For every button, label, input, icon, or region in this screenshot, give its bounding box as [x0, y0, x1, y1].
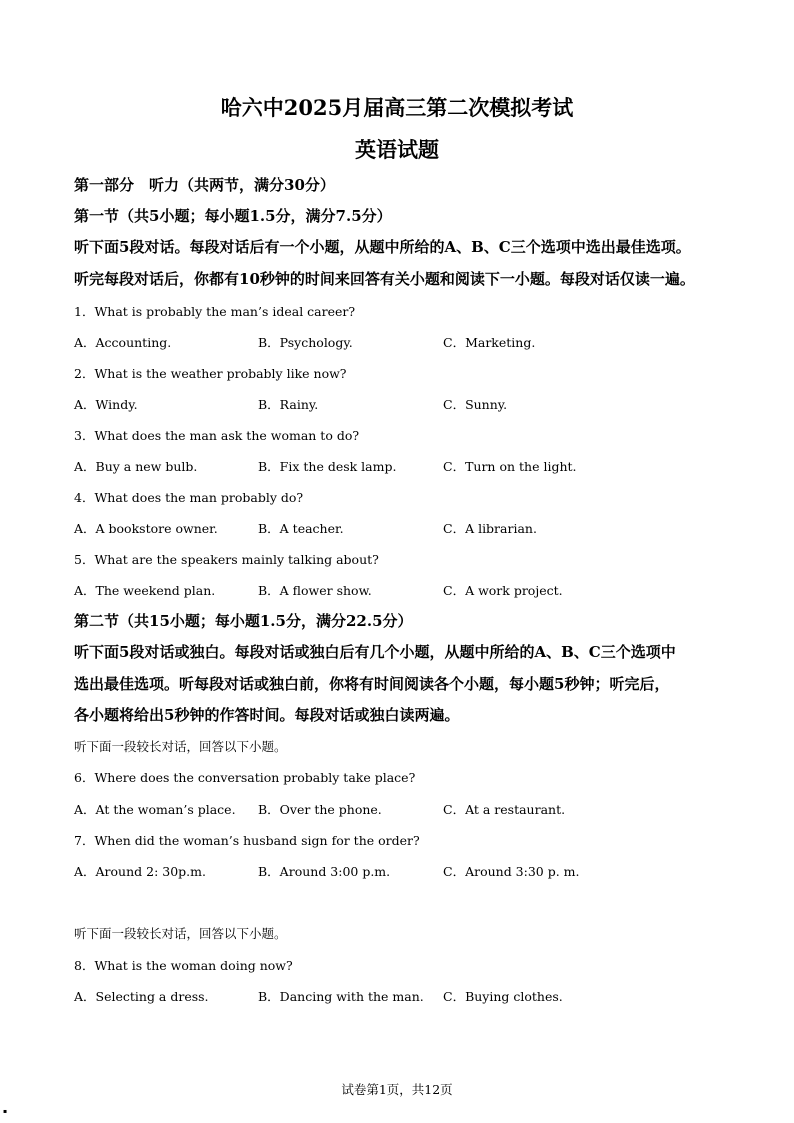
question-5: 5．What are the speakers mainly talking about?	[74, 552, 379, 567]
exam-title: 哈六中2025月届高三第二次模拟考试	[220, 95, 574, 120]
part1-heading: 第一部分 听力（共两节，满分30分）	[74, 176, 335, 194]
question-6: 6．Where does the conversation probably take place?	[74, 770, 416, 785]
q3-option-c: C．Turn on the light.	[443, 459, 577, 474]
q8-option-a: A．Selecting a dress.	[74, 989, 209, 1004]
q4-option-c: C．A librarian.	[443, 521, 537, 536]
corner-mark: ▪	[3, 1108, 8, 1115]
exam-subtitle: 英语试题	[355, 137, 439, 162]
question-3: 3．What does the man ask the woman to do?	[74, 428, 360, 443]
section2-instruction-2: 选出最佳选项。听每段对话或独白前，你将有时间阅读各个小题，每小题5秒钟；听完后，	[74, 675, 670, 693]
dialogue-note-2: 听下面一段较长对话，回答以下小题。	[74, 926, 287, 941]
dialogue-note-1: 听下面一段较长对话，回答以下小题。	[74, 739, 287, 754]
question-7: 7．When did the woman’s husband sign for the order?	[74, 833, 420, 848]
q5-option-b: B．A flower show.	[258, 583, 372, 598]
q7-option-c: C．Around 3:30 p. m.	[443, 864, 580, 879]
q6-option-c: C．At a restaurant.	[443, 802, 566, 817]
section1-instruction-2: 听完每段对话后，你都有10秒钟的时间来回答有关小题和阅读下一小题。每段对话仅读一遍。	[74, 270, 695, 288]
section1-instruction-1: 听下面5段对话。每段对话后有一个小题，从题中所给的A、B、C三个选项中选出最佳选项。	[74, 238, 691, 256]
q5-option-a: A．The weekend plan.	[74, 583, 216, 598]
q4-option-b: B．A teacher.	[258, 521, 344, 536]
q3-option-a: A．Buy a new bulb.	[74, 459, 198, 474]
q7-option-b: B．Around 3:00 p.m.	[258, 864, 391, 879]
page-footer: 试卷第1页，共12页	[341, 1082, 453, 1097]
q2-option-b: B．Rainy.	[258, 397, 319, 412]
q8-option-b: B．Dancing with the man.	[258, 989, 424, 1004]
question-4: 4．What does the man probably do?	[74, 490, 304, 505]
q4-option-a: A．A bookstore owner.	[74, 521, 218, 536]
section2-instruction-1: 听下面5段对话或独白。每段对话或独白后有几个小题，从题中所给的A、B、C三个选项中	[74, 643, 676, 661]
q5-option-c: C．A work project.	[443, 583, 563, 598]
q1-option-b: B．Psychology.	[258, 335, 353, 350]
q3-option-b: B．Fix the desk lamp.	[258, 459, 397, 474]
question-8: 8．What is the woman doing now?	[74, 958, 293, 973]
q6-option-a: A．At the woman’s place.	[74, 802, 236, 817]
q2-option-c: C．Sunny.	[443, 397, 508, 412]
q8-option-c: C．Buying clothes.	[443, 989, 563, 1004]
question-2: 2．What is the weather probably like now?	[74, 366, 347, 381]
q7-option-a: A．Around 2: 30p.m.	[74, 864, 206, 879]
q2-option-a: A．Windy.	[74, 397, 138, 412]
q6-option-b: B．Over the phone.	[258, 802, 382, 817]
section2-instruction-3: 各小题将给出5秒钟的作答时间。每段对话或独白读两遍。	[74, 706, 460, 724]
section1-heading: 第一节（共5小题；每小题1.5分，满分7.5分）	[74, 207, 392, 225]
q1-option-c: C．Marketing.	[443, 335, 536, 350]
q1-option-a: A．Accounting.	[74, 335, 172, 350]
question-1: 1．What is probably the man’s ideal career?	[74, 304, 356, 319]
section2-heading: 第二节（共15小题；每小题1.5分，满分22.5分）	[74, 612, 413, 630]
